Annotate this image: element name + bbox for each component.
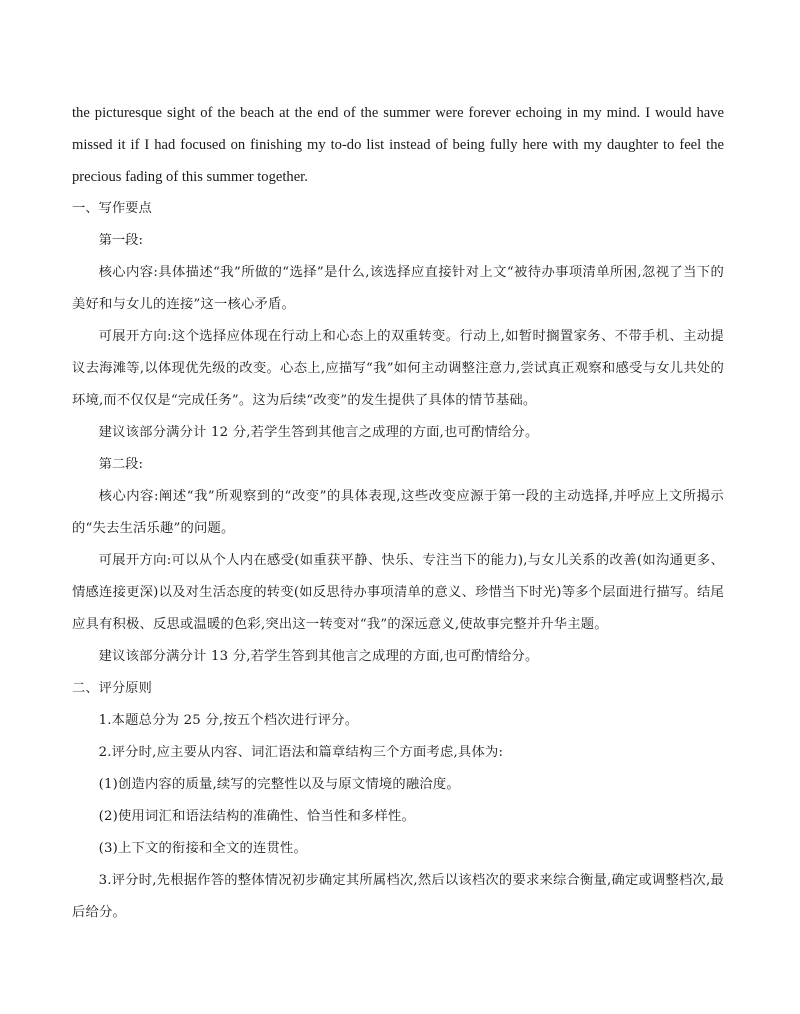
scoring-item: 2.评分时,应主要从内容、词汇语法和篇章结构三个方面考虑,具体为: — [98, 745, 504, 760]
scoring-item: (1)创造内容的质量,续写的完整性以及与原文情境的融洽度。 — [98, 777, 460, 792]
scoring-item: 1.本题总分为 25 分,按五个档次进行评分。 — [98, 713, 359, 728]
english-passage: the picturesque sight of the beach at the end of the summer were forever echoing in my mind. I would have missed it if I had focused on finishing my to-do list instead of being fully here with my daughter to feel the precious fading of this summer together. — [72, 105, 724, 185]
scoring-item: 3.评分时,先根据作答的整体情况初步确定其所属档次,然后以该档次的要求来综合衡量,确定或调整档次,最后给分。 — [72, 873, 724, 920]
paragraph-two-expansion: 可展开方向:可以从个人内在感受(如重获平静、快乐、专注当下的能力),与女儿关系的改善(如沟通更多、情感连接更深)以及对生活态度的转变(如反思待办事项清单的意义、珍惜当下时光)等多个层面进行描写。结尾应具有积极、反思或温暖的色彩,突出这一转变对“我”的深远意义,使故事完整并升华主题。 — [72, 553, 724, 632]
paragraph-two-score-note: 建议该部分满分计 13 分,若学生答到其他言之成理的方面,也可酌情给分。 — [98, 649, 539, 664]
paragraph-two-core-content: 核心内容:阐述“我”所观察到的“改变”的具体表现,这些改变应源于第一段的主动选择,并呼应上文所揭示的“失去生活乐趣”的问题。 — [72, 489, 724, 536]
scoring-item: (3)上下文的衔接和全文的连贯性。 — [98, 841, 307, 856]
paragraph-two-label: 第二段: — [98, 457, 143, 472]
paragraph-one-expansion: 可展开方向:这个选择应体现在行动上和心态上的双重转变。行动上,如暂时搁置家务、不带手机、主动提议去海滩等,以体现优先级的改变。心态上,应描写“我”如何主动调整注意力,尝试真正观察和感受与女儿共处的环境,而不仅仅是“完成任务”。这为后续“改变”的发生提供了具体的情节基础。 — [72, 329, 724, 408]
paragraph-one-score-note: 建议该部分满分计 12 分,若学生答到其他言之成理的方面,也可酌情给分。 — [98, 425, 539, 440]
section-heading-writing-points: 一、写作要点 — [72, 201, 152, 216]
section-heading-scoring-principles: 二、评分原则 — [72, 681, 152, 696]
scoring-item: (2)使用词汇和语法结构的准确性、恰当性和多样性。 — [98, 809, 415, 824]
paragraph-one-core-content: 核心内容:具体描述“我”所做的“选择”是什么,该选择应直接针对上文“被待办事项清单所困,忽视了当下的美好和与女儿的连接”这一核心矛盾。 — [72, 265, 724, 312]
paragraph-one-label: 第一段: — [98, 233, 143, 248]
document-page — [72, 97, 724, 929]
